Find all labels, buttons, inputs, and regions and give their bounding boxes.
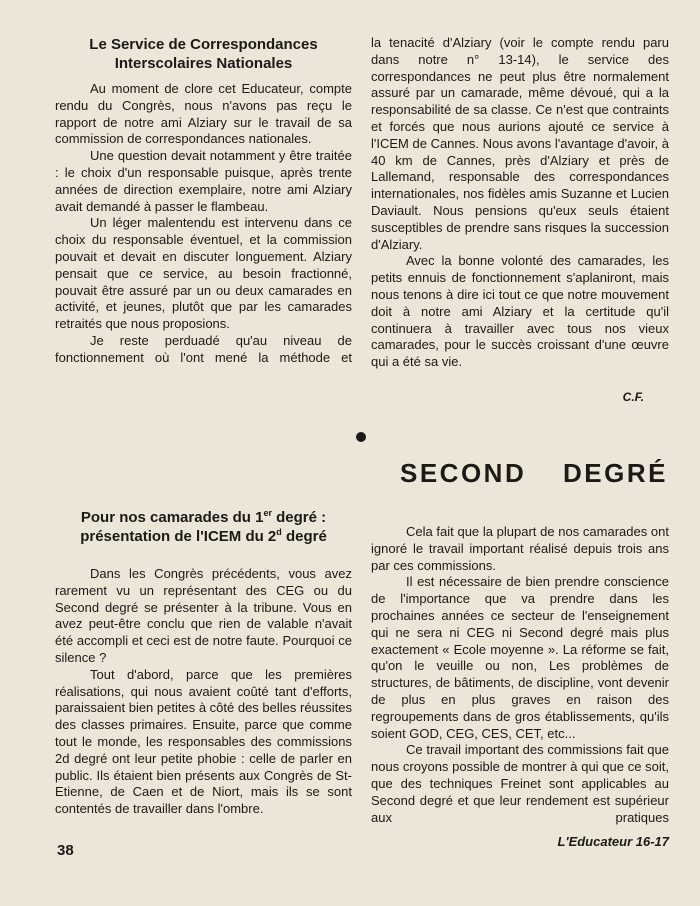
section-title-word-1: SECOND — [400, 458, 527, 488]
paragraph: Je reste perduadé qu'au niveau de fonctionnement où l'ont mené la méthode et — [55, 332, 352, 365]
article-2-title — [55, 508, 352, 546]
article-1-title-line-2: Interscolaires Nationales — [114, 55, 293, 72]
article-1-title-line-1: Le Service de Correspondances — [89, 36, 318, 53]
title-text: Pour nos camarades du 1 — [80, 509, 264, 526]
journal-footer: L'Educateur 16-17 — [557, 834, 669, 849]
paragraph: Ce travail important des commissions fait que nous croyons possible de montrer à qui que ce soit, que des techniques Freinet sont applicables au Second degré et que leur rendement est supérieur aux pratiques — [371, 742, 669, 825]
title-text: degré — [281, 528, 327, 545]
paragraph: Une question devait notamment y être traitée : le choix d'un responsable puisque, après trente années de direction exemplaire, notre ami Alziary avait demandé à passer le flambeau. — [55, 148, 352, 214]
article-1-column-left — [55, 35, 352, 367]
article-1-title — [55, 35, 352, 73]
title-text: degré : — [271, 509, 327, 526]
paragraph: Dans les Congrès précédents, vous avez rarement vu un représentant des CEG ou du Second degré se présenter à la tribune. Vous en avez peut-être conclu que rien de valable n'avait été accompli et ceci est de notre faute. Pourquoi ce silence ? — [55, 566, 352, 665]
title-superscript: d — [276, 527, 282, 537]
paragraph: Cela fait que la plupart de nos camarades ont ignoré le travail important réalisé depuis trois ans par ces commissions. — [371, 524, 669, 573]
article-1-signature: C.F. — [622, 390, 644, 404]
section-title-word-2: DEGRÉ — [563, 458, 668, 488]
article-1-column-right — [371, 35, 669, 371]
article-2-column-right — [371, 524, 669, 826]
paragraph: Au moment de clore cet Educateur, compte rendu du Congrès, nous n'avons pas reçu le rapport de notre ami Alziary sur le travail de sa commission de correspondances nationales. — [55, 81, 352, 147]
section-title — [400, 458, 668, 489]
article-1-body — [55, 81, 352, 367]
article-2-column-left — [55, 508, 352, 818]
separator-bullet — [356, 432, 366, 442]
article-2-title-line-1 — [55, 508, 352, 527]
article-2-title-line-2 — [55, 527, 352, 546]
paragraph: Un léger malentendu est intervenu dans ce choix du responsable éventuel, et la commission pouvait et devait en discuter longuement. Alziary pensait que ce service, au besoin fractionné, pouvait être assuré par un ou deux camarades en activité, et jeunes, plutôt que par les camarades retraités que nous proposions. — [55, 215, 352, 332]
paragraph: Il est nécessaire de bien prendre conscience de l'importance que va prendre dans les prochaines années ce secteur de l'enseignement qui ne sera ni CEG ni Second degré mais plus exactement « Ecole moyenne ». La réforme se fait, qu'on le veuille ou non, Les problèmes de structures, de bâtiments, de discipline, vont devenir de plus en plus graves en raison des regroupements dans de gros établissements, qu'ils soient GOD, CEG, CES, CET, etc... — [371, 574, 669, 741]
page-number: 38 — [57, 842, 74, 859]
paragraph: Tout d'abord, parce que les premières réalisations, qui nous avaient coûté tant d'efforts, paraissaient bien petites à côté des belles réussites des classes primaires. Ensuite, parce que comme tout le monde, les responsables des commissions 2d degré ont leur petite phobie : celle de parler en public. Ils étaient bien présents aux Congrès de St-Etienne, de Caen et de Niort, mais ils se sont contentés de travailler dans l'ombre. — [55, 666, 353, 817]
title-text: présentation de l'ICEM du 2 — [80, 528, 277, 545]
paragraph: la tenacité d'Alziary (voir le compte rendu paru dans notre n° 13-14), le service des correspondances ne peut plus être normalement assuré par un camarade, même dévoué, qui a la responsabilité de sa classe. Ce n'est que contraints et forcés que nous aurions ajouté ce service à l'ICEM de Cannes. Nous avons l'avantage d'avoir, à 40 km de Cannes, près d'Alziary et près de Lallemand, responsable des correspondances internationales, nos fidèles amis Suzanne et Lucien Daviault. Nous pensions qu'eux seuls étaient susceptibles de prendre sans risques la succession d'Alziary. — [371, 35, 669, 252]
title-superscript: er — [263, 508, 272, 518]
article-2-body — [55, 566, 352, 818]
article-1-body-continued — [371, 35, 669, 371]
article-2-body-continued — [371, 524, 669, 826]
paragraph: Avec la bonne volonté des camarades, les petits ennuis de fonctionnement s'aplaniront, mais nous tenons à dire ici tout ce que notre mouvement doit à notre ami Alziary et la certitude qu'il continuera à travailler avec tous nos vieux camarades, pour le succès croissant d'une œuvre qui a été sa vie. — [371, 253, 669, 370]
